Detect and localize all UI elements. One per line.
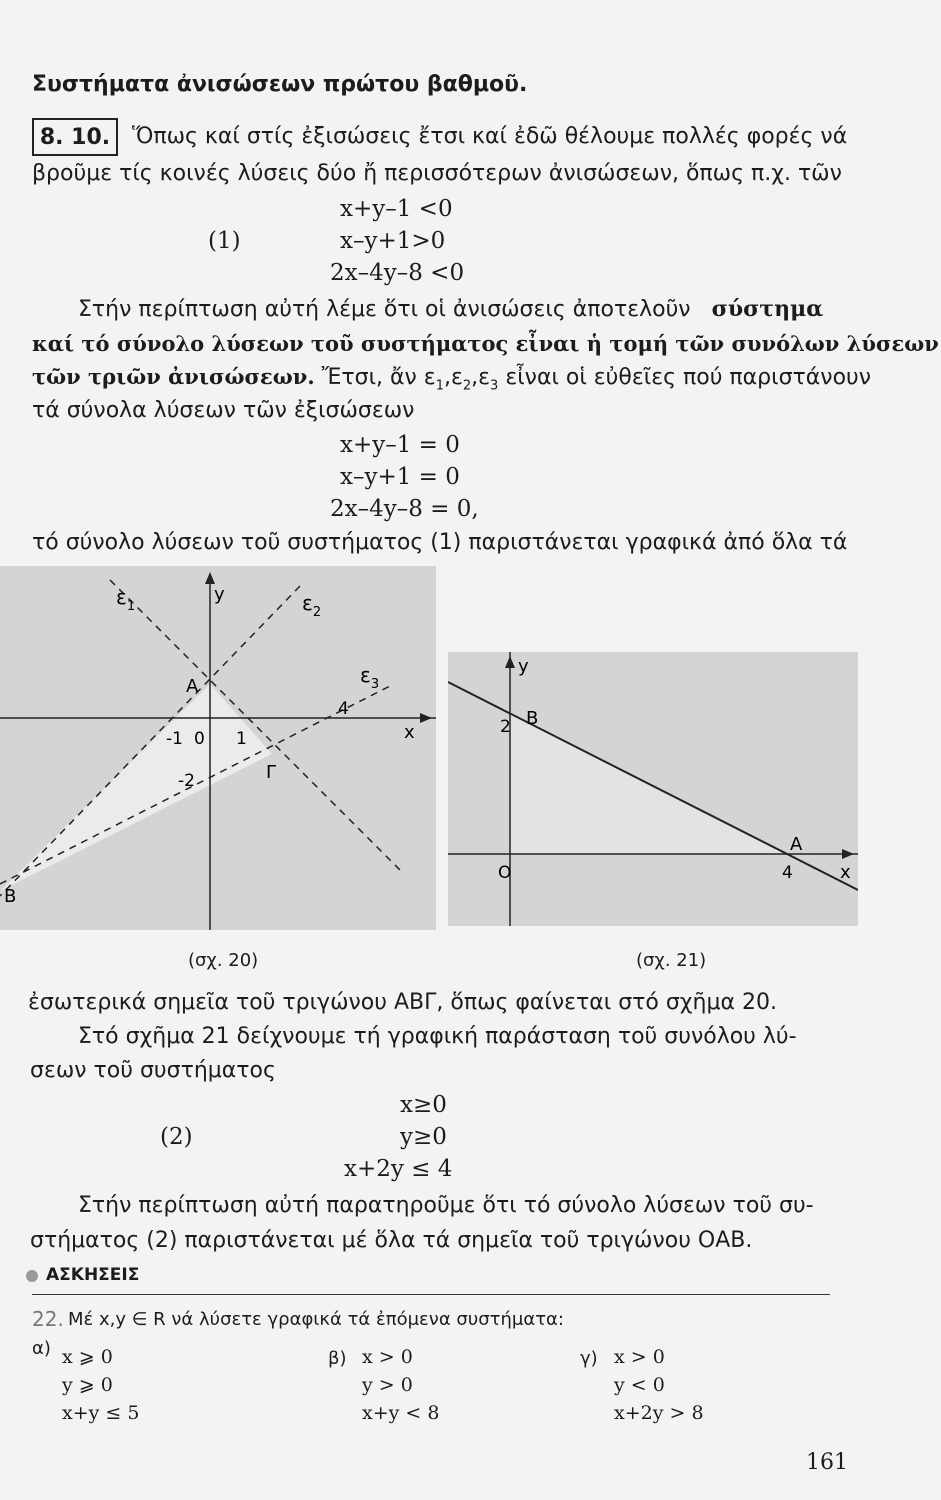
section-title: Συστήματα ἀνισώσεων πρώτου βαθμοῦ. xyxy=(32,72,528,97)
fig20-label-G: Γ xyxy=(266,762,277,783)
fig21-label-B: B xyxy=(526,708,539,729)
figure-20 xyxy=(0,566,436,930)
exercise22-a-label: α) xyxy=(32,1338,51,1359)
paragraph1-line1: Ὅπως καί στίς ἐξισώσεις ἔτσι καί ἐδῶ θέλουμε πολλές φορές νά xyxy=(132,124,848,149)
fig20-label-y: y xyxy=(214,584,225,605)
figure-20-caption: (σχ. 20) xyxy=(188,950,259,971)
system1-label: (1) xyxy=(208,228,241,254)
fig21-label-two: 2 xyxy=(500,717,511,737)
paragraph4-line1: ἐσωτερικά σημεῖα τοῦ τριγώνου ΑΒΓ, ὅπως φαίνεται στό σχῆμα 20. xyxy=(28,990,777,1015)
fig20-label-four: 4 xyxy=(338,699,349,719)
exercise22-a-2: y ⩾ 0 xyxy=(62,1374,113,1396)
system2-eq3: x+2y ≤ 4 xyxy=(344,1156,453,1182)
page-number: 161 xyxy=(806,1450,848,1475)
paragraph2-line1 xyxy=(78,296,823,322)
paragraph2-line4: τά σύνολα λύσεων τῶν ἐξισώσεων xyxy=(32,398,415,423)
paragraph2-line3-b: Ἔτσι, ἄν ε xyxy=(321,365,436,390)
exercises-heading: ΑΣΚΗΣΕΙΣ xyxy=(46,1265,140,1285)
fig20-label-x: x xyxy=(404,722,415,743)
system1-eq2: x–y+1>0 xyxy=(340,228,446,254)
fig20-label-e3: $\varepsilon_3$ xyxy=(360,663,380,692)
system1-eq1: x+y–1 <0 xyxy=(340,196,453,222)
fig20-label-e1: $\varepsilon_1$ xyxy=(116,585,136,614)
exercise22-c-label: γ) xyxy=(580,1348,598,1369)
paragraph5-line2: στήματος (2) παριστάνεται μέ ὅλα τά σημεῖα τοῦ τριγώνου ΟΑΒ. xyxy=(30,1228,753,1253)
exercise22-c-3: x+2y > 8 xyxy=(614,1402,704,1424)
paragraph2-line1-a: Στήν περίπτωση αὐτή λέμε ὅτι οἱ ἀνισώσεις ἀποτελοῦν xyxy=(78,297,691,322)
paragraph4-line2: Στό σχῆμα 21 δείχνουμε τή γραφική παράσταση τοῦ συνόλου λύ- xyxy=(78,1024,797,1049)
exercise22-c-2: y < 0 xyxy=(614,1374,665,1396)
paragraph2-line3-a: τῶν τριῶν ἀνισώσεων. xyxy=(32,364,315,389)
exercise22-c-1: x > 0 xyxy=(614,1346,665,1368)
fig21-label-y: y xyxy=(518,656,529,677)
exercise22-prompt: Μέ x,y ∈ R νά λύσετε γραφικά τά ἐπόμενα συστήματα: xyxy=(68,1309,564,1330)
paragraph2-term-system: σύστημα xyxy=(711,296,824,322)
exercise22-a-1: x ⩾ 0 xyxy=(62,1346,113,1368)
exercise22-b-3: x+y < 8 xyxy=(362,1402,440,1424)
fig20-label-B: B xyxy=(4,886,17,907)
fig21-label-x: x xyxy=(840,862,851,883)
paragraph3-line1: τό σύνολο λύσεων τοῦ συστήματος (1) παριστάνεται γραφικά ἀπό ὅλα τά xyxy=(32,530,848,555)
exercise22-b-1: x > 0 xyxy=(362,1346,413,1368)
paragraph2-line3: τῶν τριῶν ἀνισώσεων. Ἔτσι, ἄν $\varepsilon_1,\varepsilon_2,\varepsilon_3$ εἶναι οἱ εὐθεῖες πού παριστάνουν xyxy=(32,364,872,394)
paragraph1-line2: βροῦμε τίς κοινές λύσεις δύο ἤ περισσότερων ἀνισώσεων, ὅπως π.χ. τῶν xyxy=(32,161,842,186)
figure-21-caption: (σχ. 21) xyxy=(636,950,707,971)
figure-21 xyxy=(448,652,858,926)
fig21-label-four: 4 xyxy=(782,863,793,883)
paragraph5-line1: Στήν περίπτωση αὐτή παρατηροῦμε ὅτι τό σύνολο λύσεων τοῦ συ- xyxy=(78,1193,814,1218)
paragraph2-line3-c: εἶναι οἱ εὐθεῖες πού παριστάνουν xyxy=(505,365,872,390)
fig21-label-O: O xyxy=(498,863,512,883)
system2-eq2: y≥0 xyxy=(400,1124,447,1150)
fig21-label-A: A xyxy=(790,834,803,855)
lines-eq3: 2x–4y–8 = 0, xyxy=(330,496,479,522)
fig20-label-minus1: -1 xyxy=(166,729,183,749)
exercises-bullet-icon xyxy=(26,1270,38,1282)
system2-label: (2) xyxy=(160,1124,193,1150)
exercise22-b-2: y > 0 xyxy=(362,1374,413,1396)
lines-eq1: x+y–1 = 0 xyxy=(340,432,460,458)
exercises-rule xyxy=(32,1294,830,1295)
exercise22-b-label: β) xyxy=(328,1348,347,1369)
lines-eq2: x–y+1 = 0 xyxy=(340,464,460,490)
system1-eq3: 2x–4y–8 <0 xyxy=(330,260,465,286)
exercise22-a-3: x+y ≤ 5 xyxy=(62,1402,140,1424)
fig20-label-zero: 0 xyxy=(194,729,205,749)
fig20-label-A: A xyxy=(186,676,199,697)
exercise22-number: 22. xyxy=(32,1307,64,1331)
fig20-label-one: 1 xyxy=(236,729,247,749)
paragraph4-line3: σεων τοῦ συστήματος xyxy=(30,1058,276,1083)
system2-eq1: x≥0 xyxy=(400,1092,447,1118)
paragraph2-line2: καί τό σύνολο λύσεων τοῦ συστήματος εἶναι ἡ τομή τῶν συνόλων λύσεων xyxy=(32,331,939,356)
fig20-label-minus2: -2 xyxy=(178,771,195,791)
section-number: 8. 10. xyxy=(32,118,118,156)
fig20-label-e2: $\varepsilon_2$ xyxy=(302,591,322,620)
